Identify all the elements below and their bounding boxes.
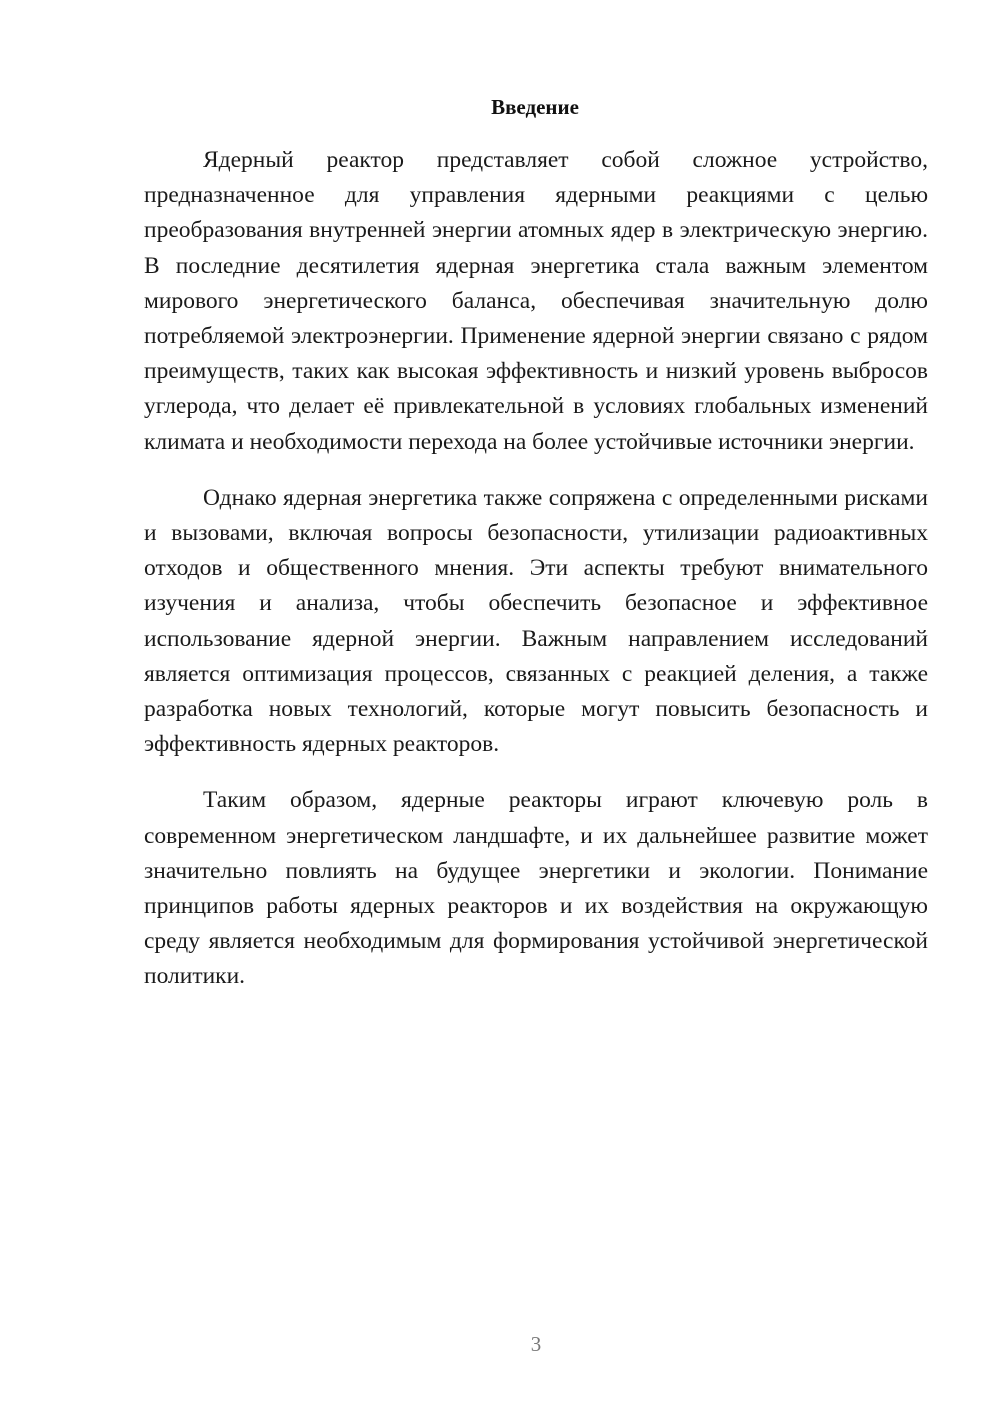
paragraph-3: Таким образом, ядерные реакторы играют ключевую роль в современном энергетическом ландшафте, и их дальнейшее развитие может значительно повлиять на будущее энергетики и экологии. Понимание принципов работы ядерных реакторов и их воздействия на окружающую среду является необходимым для формирования устойчивой энергетической политики. bbox=[144, 787, 928, 990]
body-text bbox=[144, 143, 928, 1016]
page-number: 3 bbox=[530, 1332, 542, 1356]
paragraph-2: Однако ядерная энергетика также сопряжена с определенными рисками и вызовами, включая вопросы безопасности, утилизации радиоактивных отходов и общественного мнения. Эти аспекты требуют внимательного изучения и анализа, чтобы обеспечить безопасное и эффективное использование ядерной энергии. Важным направлением исследований является оптимизация процессов, связанных с реакцией деления, а также разработка новых технологий, которые могут повысить безопасность и эффективность ядерных реакторов. bbox=[144, 484, 928, 758]
paragraph-1: Ядерный реактор представляет собой сложное устройство, предназначенное для управления ядерными реакциями с целью преобразования внутренней энергии атомных ядер в электрическую энергию. В последние десятилетия ядерная энергетика стала важным элементом мирового энергетического баланса, обеспечивая значительную долю потребляемой электроэнергии. Применение ядерной энергии связано с рядом преимуществ, таких как высокая эффективность и низкий уровень выбросов углерода, что делает её привлекательной в условиях глобальных изменений климата и необходимости перехода на более устойчивые источники энергии. bbox=[144, 147, 928, 455]
page-title: Введение bbox=[491, 95, 579, 119]
